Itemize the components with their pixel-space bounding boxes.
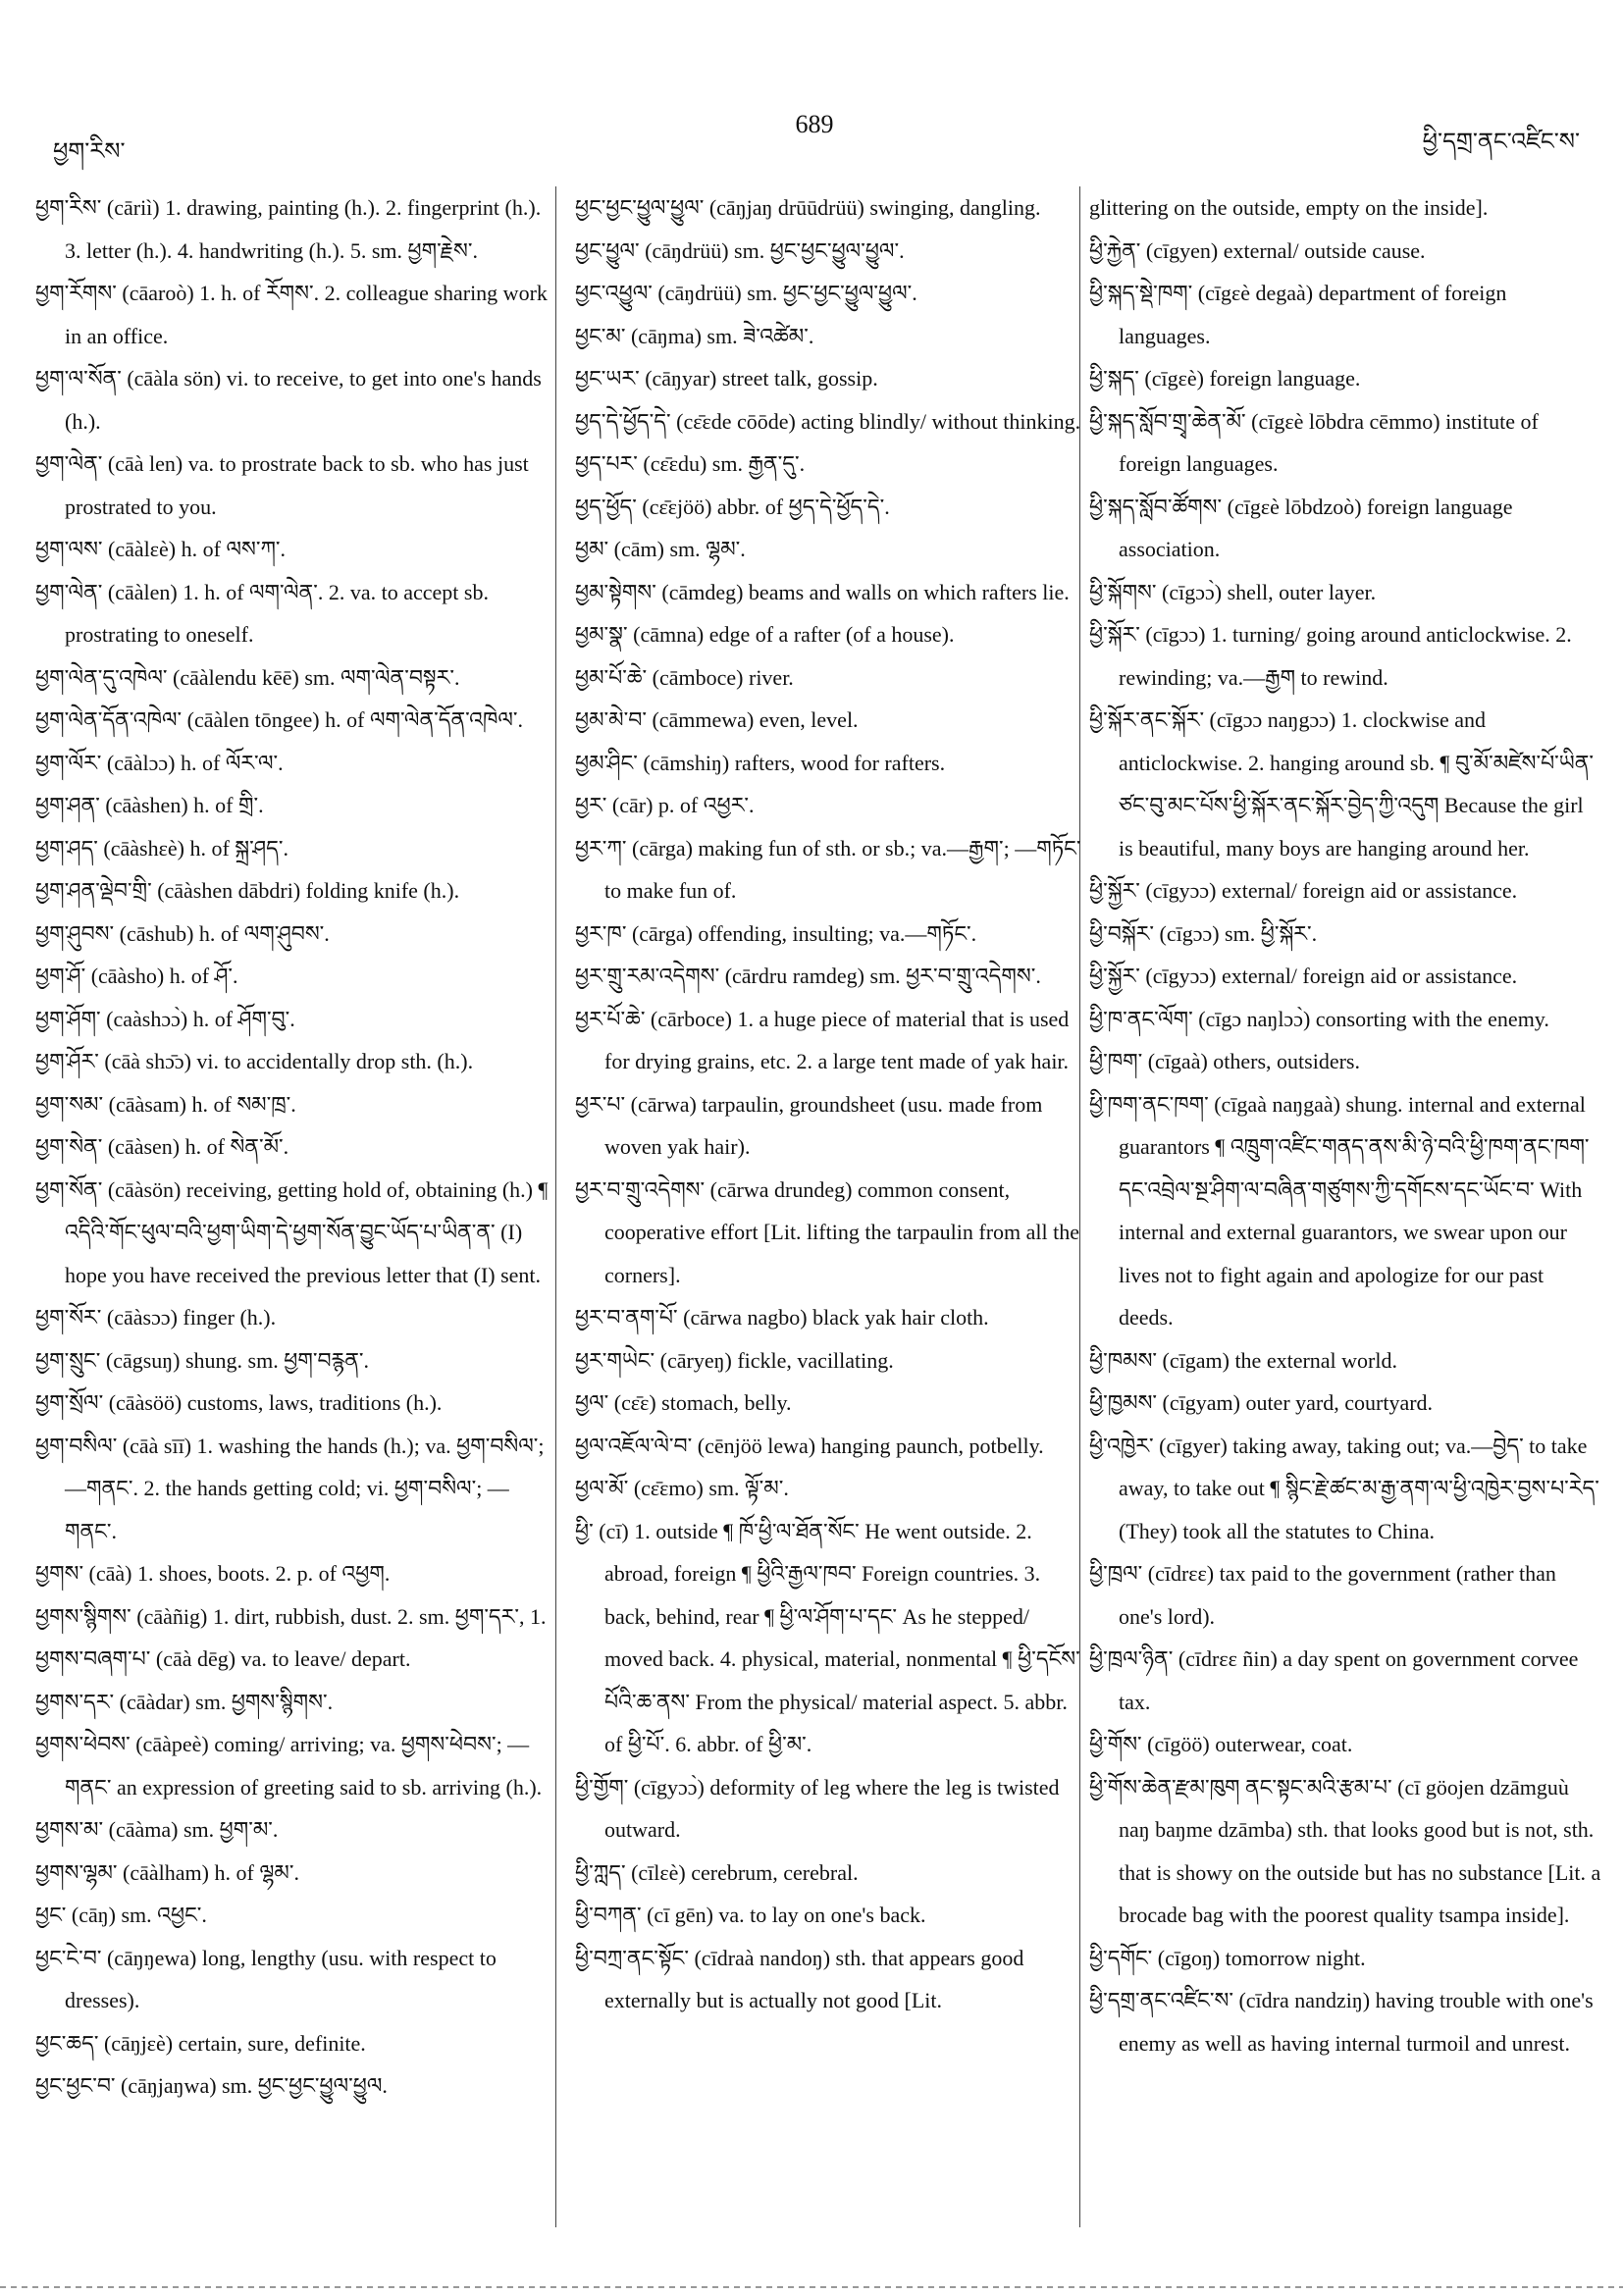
dictionary-entry: ཕྱམ་སྣ་ (cāmna) edge of a rafter (of a house). [575,622,955,647]
dictionary-entry: ཕྱམ་པོ་ཆེ་ (cāmboce) river. [575,664,794,690]
dictionary-entry: ཕྱི་ཁམས་ (cīgam) the external world. [1089,1347,1397,1373]
dictionary-entry: ཕྱི་སྐྱོར་ (cīgyɔɔ) external/ foreign aid or assistance. [1089,878,1518,903]
dictionary-entry: ཕྱག་སེན་ (cāàsen) h. of སེན་མོ་. [35,1134,289,1159]
header-left-guideword: ཕྱག་རིས་ [53,137,126,165]
dictionary-entry: ཕྱི་སྐད་སློབ་གྲྭ་ཆེན་མོ་ (cīgɛè lōbdra cēmmo) institute of foreign languages. [1089,408,1539,476]
dictionary-entry: ཕྱད་པར་ (cɛ̄ɛdu) sm. རྒྱན་དུ་. [575,451,806,476]
dictionary-entry: ཕྱར་པོ་ཆེ་ (cārboce) 1. a huge piece of material that is used for drying grains, etc. 2. a large tent made of yak hair. [575,1006,1070,1073]
dictionary-entry: ཕྱར་གྲུ་རམ་འདེགས་ (cārdru ramdeg) sm. ཕྱར་བ་གྲུ་འདེགས་. [575,964,1041,988]
dictionary-entry: ཕྱམ་སྟེགས་ (cāmdeg) beams and walls on which rafters lie. [575,579,1070,604]
dictionary-entry: ཕྱི་གོས་ཆེན་རྫམ་ཁུག ནང་སྟང་མའི་རྩམ་པ་ (cī göojen dzāmguù naŋ baŋme dzāmba) sth. that looks good but is not, sth. that is showy on the outside but has no substance [Lit. a brocade bag with the poorest quality tsampa inside]. [1089,1774,1601,1927]
dictionary-entry: ཕྱམ་མེ་བ་ (cāmmewa) even, level. [575,707,859,732]
dictionary-entry: ཕྱི་གོས་ (cīgöö) outerwear, coat. [1089,1732,1353,1756]
dictionary-entry: ཕྱང་ཕྱང་བ་ (cāŋjaŋwa) sm. ཕྱང་ཕྱང་ཕྱུལ་ཕྱུལ. [35,2073,388,2098]
page-number: 689 [795,110,834,138]
dictionary-entry: ཕྱི་སྐད་སློབ་ཚོགས་ (cīgɛè lōbdzoò) foreign language association. [1089,494,1513,561]
dictionary-entry: ཕྱང་འཕྱུལ་ (cāŋdrüü) sm. ཕྱང་ཕྱང་ཕྱུལ་ཕྱུལ་. [575,281,917,305]
dictionary-entry: ཕྱི་གྱོག་ (cīgyɔɔ̀) deformity of leg where the leg is twisted outward. [575,1774,1060,1842]
dictionary-entry: ཕྱག་ཤན་ལྡེབ་གྲི་ (cāàshen dābdri) folding knife (h.). [35,878,460,903]
column-1 [35,186,555,2108]
dictionary-entry: ཕྱི་ཀླད་ (cīlɛè) cerebrum, cerebral. [575,1859,859,1885]
dictionary-entry: ཕྱལ་ (cɛ̄ɛ) stomach, belly. [575,1390,792,1415]
dictionary-entry: ཕྱི་ཁྲལ་ (cīdrɛɛ) tax paid to the government (rather than one's lord). [1089,1561,1556,1629]
bottom-rule [0,2286,1623,2288]
dictionary-entry: ཕྱག་ལེན་དུ་འཁེལ་ (cāàlendu kēē) sm. ལག་ལེན་བསྟར་. [35,664,460,690]
dictionary-entry: ཕྱི་སྐོགས་ (cīgɔɔ̀) shell, outer layer. [1089,579,1377,604]
dictionary-entry: ཕྱང་ངེ་བ་ (cāŋŋewa) long, lengthy (usu. with respect to dresses). [35,1945,497,2012]
dictionary-entry: ཕྱི་ (cī) 1. outside ¶ ཁོ་ཕྱི་ལ་ཐོན་སོང་ He went outside. 2. abroad, foreign ¶ ཕྱིའི་རྒྱལ་ཁབ་ Foreign countries. 3. back, behind, rear ¶ ཕྱི་ལ་ཤོག་པ་དང་ As he stepped/ moved back. 4. physical, material, nonmental ¶ ཕྱི་དངོས་པོའི་ཆ་ནས་ From the physical/ material aspect. 5. abbr. of ཕྱི་པོ་. 6. abbr. of ཕྱི་མ་. [575,1518,1080,1756]
dictionary-entry: ཕྱག་ལ་སོན་ (cāàla sön) vi. to receive, to get into one's hands (h.). [35,366,542,434]
dictionary-entry: ཕྱི་ཁག་ (cīgaà) others, outsiders. [1089,1049,1360,1073]
dictionary-entry: ཕྱག་ཤན་ (cāàshen) h. of གྲི་. [35,793,264,817]
dictionary-entry: ཕྱང་མ་ (cāŋma) sm. ཟེ་འཚེམ་. [575,323,814,348]
dictionary-entry: ཕྱར་གཡེང་ (cāryeŋ) fickle, vacillating. [575,1347,894,1373]
dictionary-entry: ཕྱག་རོགས་ (cāaroò) 1. h. of རོགས་. 2. colleague sharing work in an office. [35,281,548,348]
dictionary-entry: ཕྱང་ཆད་ (cāŋjɛè) certain, sure, definite. [35,2030,366,2056]
dictionary-entry: ཕྱམ་ཤིང་ (cāmshiŋ) rafters, wood for rafters. [575,750,946,775]
dictionary-entry: ཕྱི་རྐྱེན་ (cīgyen) external/ outside cause. [1089,237,1426,263]
dictionary-entry: ཕྱག་སོར་ (cāàsɔɔ) finger (h.). [35,1305,277,1330]
dictionary-entry: ཕྱར་ཀ་ (cārga) making fun of sth. or sb.; va.—རྒྱག་; —གཏོང་ to make fun of. [575,835,1081,903]
dictionary-entry: ཕྱང་ཡར་ (cāŋyar) street talk, gossip. [575,366,878,391]
dictionary-entry: ཕྱག་ལེན་ (cāà len) va. to prostrate back to sb. who has just prostrated to you. [35,451,529,519]
dictionary-entry: ཕྱར་ཁ་ (cārga) offending, insulting; va.—གཏོང་. [575,920,977,946]
dictionary-entry: ཕྱག་ཤོར་ (cāà shɔ̄ɔ) vi. to accidentally drop sth. (h.). [35,1049,474,1073]
header-right-guideword: ཕྱི་དགྲ་ནང་འཛིང་ས་ [1422,128,1580,155]
column-divider [555,186,556,2227]
dictionary-entry: ཕྱག་རིས་ (cāriì) 1. drawing, painting (h.). 2. fingerprint (h.). 3. letter (h.). 4. handwriting (h.). 5. sm. ཕྱག་རྗེས་. [35,195,542,263]
dictionary-entry: ཕྱགས་དར་ (cāàdar) sm. ཕྱགས་སྙིགས་. [35,1689,334,1714]
dictionary-entry: ཕྱང་ཕྱུལ་ (cāŋdrüü) sm. ཕྱང་ཕྱང་ཕྱུལ་ཕྱུལ་. [575,237,905,263]
dictionary-entry: ཕྱི་སྐོར་ནང་སྐོར་ (cīgɔɔ naŋgɔɔ) 1. clockwise and anticlockwise. 2. hanging around sb. ¶ བུ་མོ་མཛེས་པོ་ཡིན་ཙང་བུ་མང་པོས་ཕྱི་སྐོར་ནང་སྐོར་བྱེད་ཀྱི་འདུག Because the girl is beautiful, many boys are hanging around her. [1089,707,1595,861]
dictionary-entry: ཕྱི་དགྲ་ནང་འཛིང་ས་ (cīdra nandziŋ) having trouble with one's enemy as well as having internal turmoil and unrest. [1089,1988,1594,2056]
dictionary-entry: ཕྱར་བ་ནག་པོ་ (cārwa nagbo) black yak hair cloth. [575,1305,989,1330]
dictionary-entry: ཕྱད་ཕྱོད་ (cɛ̄ɛjöö) abbr. of ཕྱད་དེ་ཕྱོད་དེ་. [575,494,890,519]
dictionary-entry: ཕྱི་སྐད་ (cīgɛè) foreign language. [1089,366,1361,391]
dictionary-entry: ཕྱག་ལེན་དོན་འཁེལ་ (cāàlen tōngee) h. of ལག་ལེན་དོན་འཁེལ་. [35,707,524,732]
dictionary-entry: ཕྱི་བཀན་ (cī gēn) va. to lay on one's back. [575,1903,926,1927]
dictionary-entry: ཕྱག་ལེན་ (cāàlen) 1. h. of ལག་ལེན་. 2. va. to accept sb. prostrating to oneself. [35,579,489,647]
dictionary-entry: ཕྱག་ལོར་ (cāàlɔɔ) h. of ལོར་ལ་. [35,750,284,775]
dictionary-entry: ཕྱི་བསྐོར་ (cīgɔɔ) sm. ཕྱི་སྐོར་. [1089,920,1318,946]
dictionary-entry: ཕྱག་སྲུང་ (cāgsuŋ) shung. sm. ཕྱག་བརྙན་. [35,1347,370,1373]
dictionary-entry: ཕྱི་སྐྱོར་ (cīgyɔɔ) external/ foreign aid or assistance. [1089,964,1518,988]
dictionary-entry: ཕྱག་སོན་ (cāàsön) receiving, getting hold of, obtaining (h.) ¶ འདིའི་གོང་ཕུལ་བའི་ཕྱག་ཡིག་དེ་ཕྱག་སོན་བྱུང་ཡོད་པ་ཡིན་ན་ (I) hope you have received the previous letter that (I) sent. [35,1176,549,1287]
dictionary-entry: glittering on the outside, empty on the inside]. [1089,195,1489,220]
dictionary-entry: ཕྱི་སྐོར་ (cīgɔɔ) 1. turning/ going around anticlockwise. 2. rewinding; va.—རྒྱག to rewind. [1089,622,1572,690]
dictionary-entry: ཕྱར་པ་ (cārwa) tarpaulin, groundsheet (usu. made from woven yak hair). [575,1091,1043,1159]
dictionary-entry: ཕྱགས་སྙིགས་ (cāàñig) 1. dirt, rubbish, dust. 2. sm. ཕྱག་དར་, 1. [35,1603,547,1629]
dictionary-entry: ཕྱགས་ (cāà) 1. shoes, boots. 2. p. of འཕྱག. [35,1561,391,1586]
dictionary-entry: ཕྱག་ཤོ་ (cāàsho) h. of ཤོ་. [35,964,238,988]
column-2 [575,186,1085,2022]
dictionary-entry: ཕྱི་འཁྱེར་ (cīgyer) taking away, taking out; va.—བྱེད་ to take away, to take out ¶ སྙིང་རྗེ་ཚང་མ་རྒྱ་ནག་ལ་ཕྱི་འཁྱེར་བྱས་པ་རེད་ (They) took all the statutes to China. [1089,1433,1599,1543]
dictionary-entry: ཕྱག་སམ་ (cāàsam) h. of སམ་ཁྲ་. [35,1091,296,1117]
dictionary-entry: ཕྱི་དགོང་ (cīgoŋ) tomorrow night. [1089,1945,1366,1970]
dictionary-entry: ཕྱད་དེ་ཕྱོད་དེ་ (cɛ̄ɛde cōōde) acting blindly/ without thinking. [575,408,1081,434]
dictionary-entry: ཕྱི་ཁ་ནང་ལོག་ (cīgɔ naŋlɔɔ̀) consorting with the enemy. [1089,1006,1549,1031]
dictionary-entry: ཕྱལ་མོ་ (cɛ̄ɛmo) sm. ལྟོ་མ་. [575,1476,789,1500]
dictionary-entry: ཕྱི་ཁྲལ་ཉིན་ (cīdrɛɛ ñin) a day spent on government corvee tax. [1089,1646,1579,1714]
page-header [0,0,1623,167]
dictionary-entry: ཕྱམ་ (cām) sm. ལྷམ་. [575,537,746,561]
dictionary-entry: ཕྱག་ལས་ (cāàlɛè) h. of ལས་ཀ་. [35,537,287,561]
dictionary-entry: ཕྱི་ཁྱམས་ (cīgyam) outer yard, courtyard. [1089,1390,1434,1415]
dictionary-entry: ཕྱི་ཁག་ནང་ཁག་ (cīgaà naŋgaà) shung. internal and external guarantors ¶ འཁྲུག་འཛིང་གནད་ནས་མི་ཉེ་བའི་ཕྱི་ཁག་ནང་ཁག་དང་འབྲེལ་སྔ་ཤིག་ལ་བཞིན་གཙུགས་ཀྱི་དགོངས་དང་ཡོང་བ་ With internal and external guarantors, we swear upon our lives not to fight again and apologize for our past deeds. [1089,1091,1590,1330]
dictionary-entry: ཕྱར་བ་གྲུ་འདེགས་ (cārwa drundeg) common consent, cooperative effort [Lit. lifting the tarpaulin from all the corners]. [575,1176,1080,1287]
dictionary-entry: ཕྱར་ (cār) p. of འཕྱར་. [575,793,755,817]
dictionary-entry: ཕྱགས་ལྷམ་ (cāàlham) h. of ལྷམ་. [35,1859,299,1885]
dictionary-entry: ཕྱགས་མ་ (cāàma) sm. ཕྱག་མ་. [35,1817,279,1842]
dictionary-entry: ཕྱང་ཕྱང་ཕྱུལ་ཕྱུལ་ (cāŋjaŋ drūūdrüü) swinging, dangling. [575,195,1041,220]
dictionary-entry: ཕྱགས་ཕེབས་ (cāàpeè) coming/ arriving; va. ཕྱགས་ཕེབས་; —གནང་ an expression of greeting said to sb. arriving (h.). [35,1732,543,1800]
dictionary-entry: ཕྱག་ཤོག་ (caàshɔɔ̀) h. of ཤོག་བུ་. [35,1006,295,1031]
dictionary-entry: ཕྱག་ཤུབས་ (cāshub) h. of ལག་ཤུབས་. [35,920,330,946]
dictionary-entry: ཕྱལ་འཇོལ་ལེ་བ་ (cēnjöö lewa) hanging paunch, potbelly. [575,1433,1044,1458]
column-3 [1089,186,1601,2064]
dictionary-entry: ཕྱགས་བཞག་པ་ (cāà dēg) va. to leave/ depart. [35,1646,411,1671]
dictionary-entry: ཕྱག་ཤད་ (cāàshɛè) h. of སྐྲ་ཤད་. [35,835,288,861]
dictionary-entry: ཕྱི་སྐད་སྡེ་ཁག་ (cīgɛè degaà) department of foreign languages. [1089,281,1507,348]
dictionary-entry: ཕྱག་སྲོལ་ (cāàsöö) customs, laws, traditions (h.). [35,1390,443,1415]
dictionary-entry: ཕྱི་བཀྲ་ནང་སྟོང་ (cīdraà nandoŋ) sth. that appears good externally but is actually not good [Lit. [575,1945,1024,2012]
dictionary-entry: ཕྱང་ (cāŋ) sm. འཕྱང་. [35,1903,207,1927]
dictionary-entry: ཕྱག་བསིལ་ (cāà sīī) 1. washing the hands (h.); va. ཕྱག་བསིལ་; —གནང་. 2. the hands getting cold; vi. ཕྱག་བསིལ་; —གནང་. [35,1433,545,1543]
